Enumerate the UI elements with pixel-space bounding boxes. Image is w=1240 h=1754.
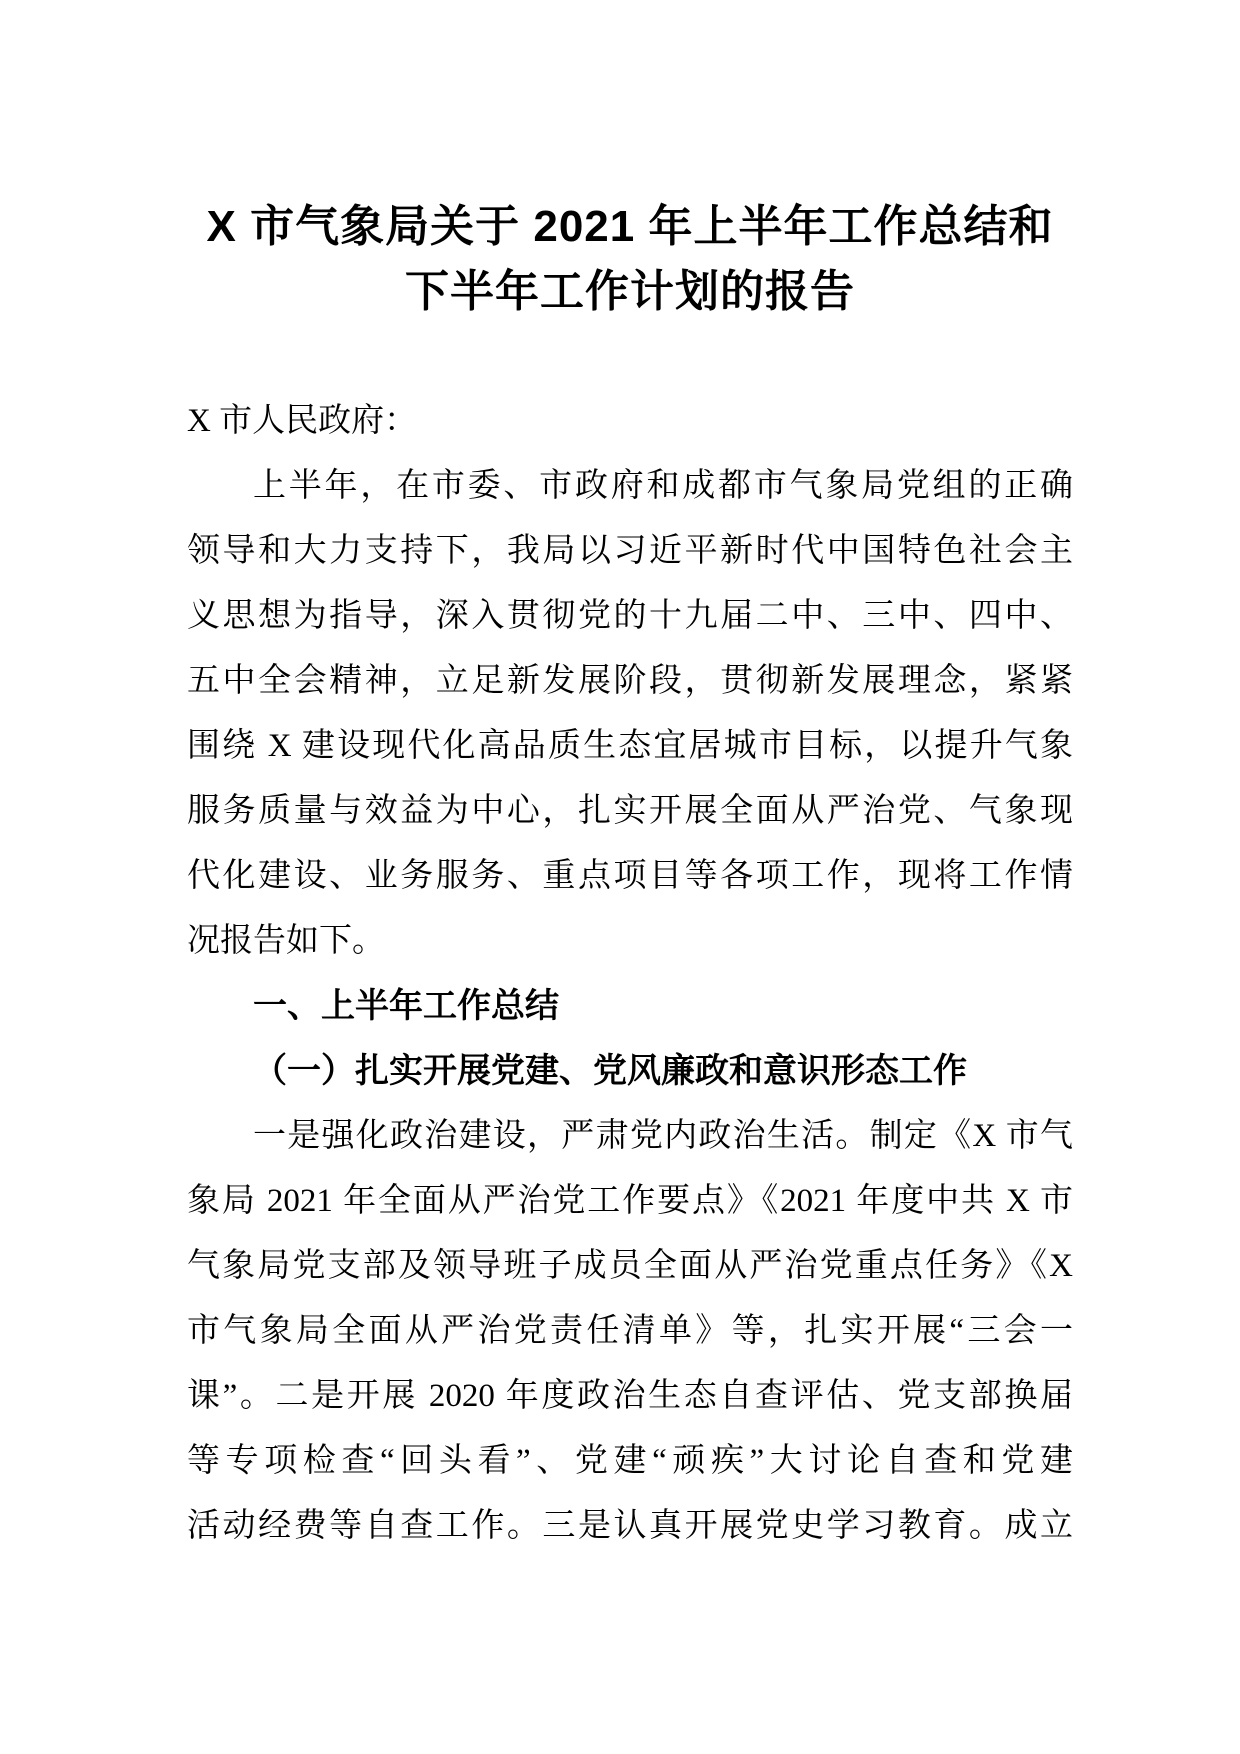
salutation: X 市人民政府：: [187, 403, 418, 439]
section-heading: 一、上半年工作总结: [253, 987, 559, 1025]
paragraph2-line-6: 等专项检查“回头看”、党建“顽疾”大讨论自查和党建: [187, 1443, 1073, 1479]
paragraph1-line-5: 围绕 X 建设现代化高品质生态宜居城市目标，以提升气象: [187, 728, 1073, 764]
document-title-line-1: X 市气象局关于 2021 年上半年工作总结和: [206, 202, 1054, 251]
paragraph1-line-7: 代化建设、业务服务、重点项目等各项工作，现将工作情: [187, 858, 1073, 894]
document-body: [187, 389, 1073, 1559]
paragraph2-line-2: 象局 2021 年全面从严治党工作要点》《2021 年度中共 X 市: [187, 1183, 1073, 1219]
paragraph1-line-2: 领导和大力支持下，我局以习近平新时代中国特色社会主: [187, 533, 1073, 569]
paragraph1-line-6: 服务质量与效益为中心，扎实开展全面从严治党、气象现: [187, 793, 1073, 829]
document-title: [187, 194, 1073, 324]
paragraph2-line-3: 气象局党支部及领导班子成员全面从严治党重点任务》《X: [187, 1248, 1073, 1284]
paragraph2-line-1: 一是强化政治建设，严肃党内政治生活。制定《X 市气: [253, 1118, 1073, 1154]
paragraph1-line-8: 况报告如下。: [187, 923, 385, 959]
document-title-line-2: 下半年工作计划的报告: [405, 267, 855, 316]
paragraph1-line-1: 上半年，在市委、市政府和成都市气象局党组的正确: [253, 468, 1073, 504]
paragraph1-line-3: 义思想为指导，深入贯彻党的十九届二中、三中、四中、: [187, 598, 1073, 634]
paragraph1-line-4: 五中全会精神，立足新发展阶段，贯彻新发展理念，紧紧: [187, 663, 1073, 699]
subsection-heading: （一）扎实开展党建、党风廉政和意识形态工作: [253, 1052, 967, 1090]
paragraph2-line-7: 活动经费等自查工作。三是认真开展党史学习教育。成立: [187, 1508, 1073, 1544]
paragraph2-line-4: 市气象局全面从严治党责任清单》等，扎实开展“三会一: [187, 1313, 1073, 1349]
paragraph2-line-5: 课”。二是开展 2020 年度政治生态自查评估、党支部换届: [187, 1378, 1073, 1414]
